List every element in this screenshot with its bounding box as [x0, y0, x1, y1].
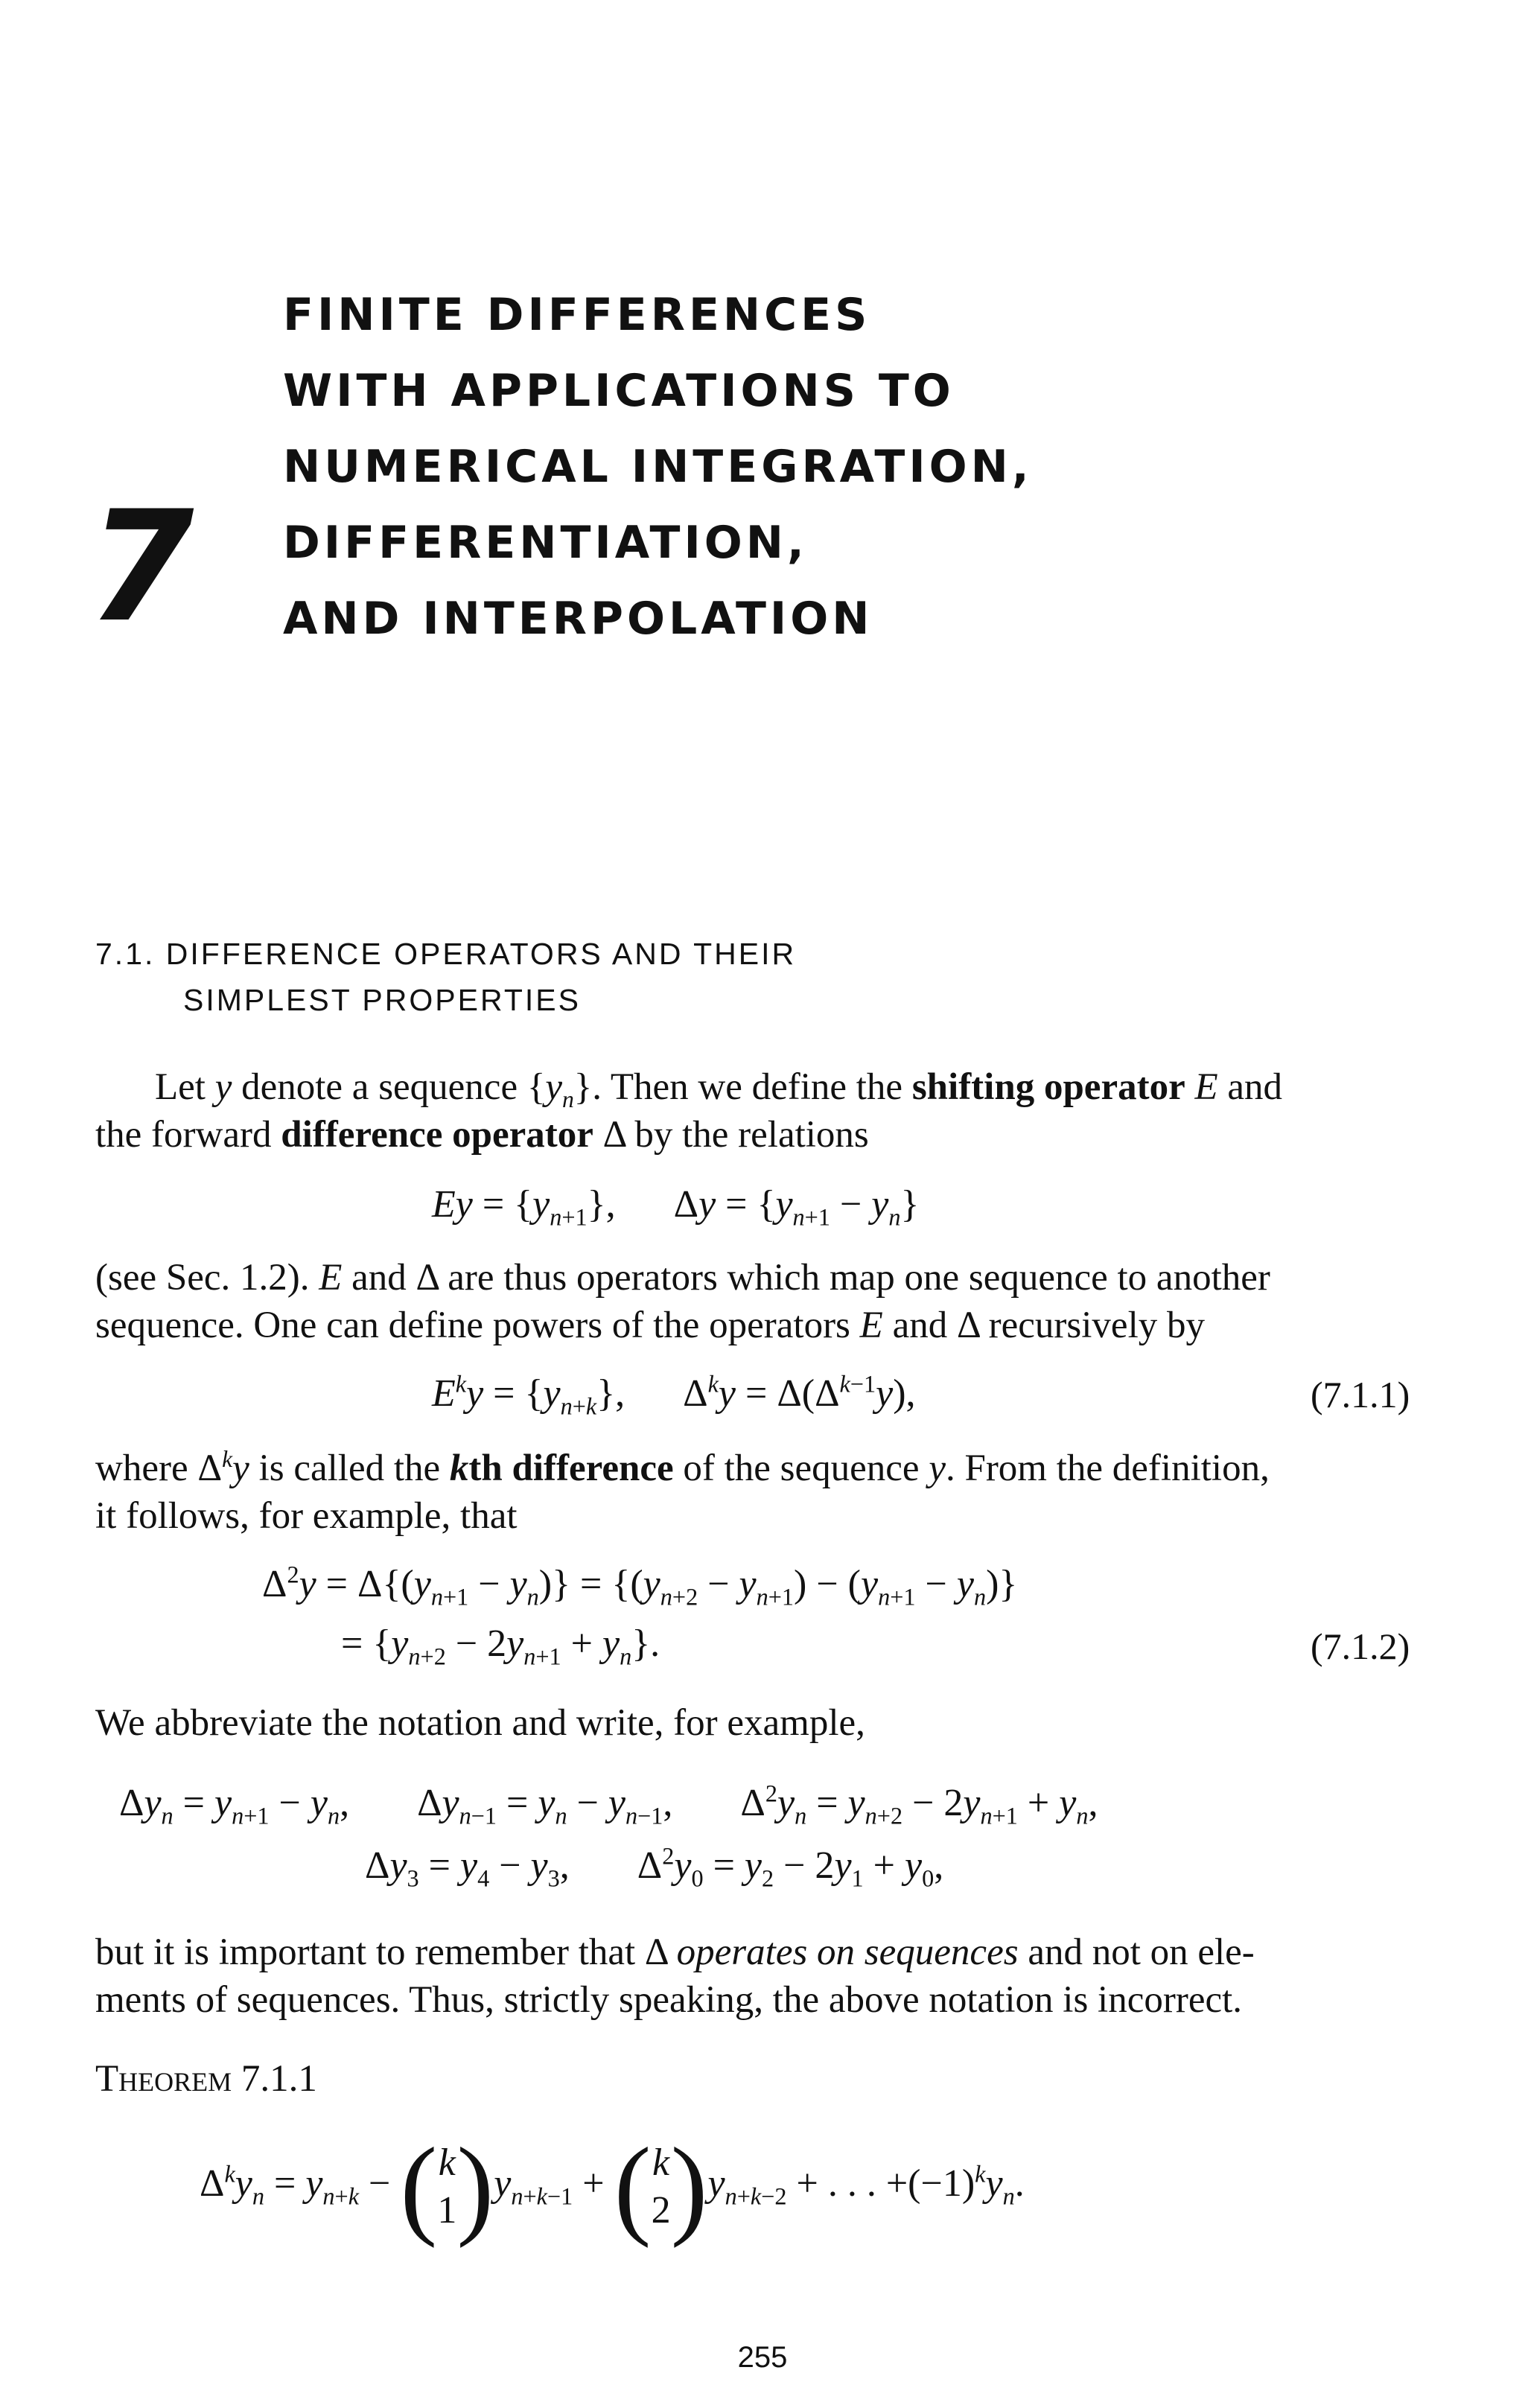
equation-second-difference: $\Delta^2y = \Delta\{(y_{n+1} - y_n)\} = \{(y_{n+2} - y_{n+1}) - (y_{n+1} - y_n)\}$	[262, 1561, 1018, 1611]
paragraph-line: (see Sec. 1.2). E and Δ are thus operators which map one sequence to another	[95, 1257, 1270, 1299]
paragraph-line: sequence. One can define powers of the operators E and Δ recursively by	[95, 1305, 1205, 1346]
section-heading	[95, 931, 796, 1023]
equation-powers: $E^ky = \{y_{n+k}\}$, $\Delta^ky = \Delta(\Delta^{k-1}y)$,	[432, 1370, 916, 1420]
chapter-title-line: DIFFERENTIATION,	[283, 517, 808, 569]
paragraph-line: Let y denote a sequence $\{y_n\}$. Then we define the shifting operator E and	[155, 1066, 1282, 1113]
theorem-heading: Theorem 7.1.1	[95, 2058, 317, 2100]
chapter-title-line: NUMERICAL INTEGRATION,	[283, 441, 1033, 493]
paragraph-line: ments of sequences. Thus, strictly speaking, the above notation is incorrect.	[95, 1979, 1243, 2021]
chapter-title-line: WITH APPLICATIONS TO	[283, 365, 955, 417]
section-heading-line: SIMPLEST PROPERTIES	[183, 983, 581, 1017]
paragraph-line: We abbreviate the notation and write, for example,	[95, 1702, 865, 1744]
equation-shift-difference: $Ey = \{y_{n+1}\}$, $\Delta y = \{y_{n+1} - y_n\}$	[432, 1183, 920, 1231]
equation-second-difference-cont: = $\{y_{n+2} - 2y_{n+1} + y_n\}$.	[341, 1622, 660, 1670]
equation-number: (7.1.2)	[1311, 1625, 1410, 1667]
chapter-number: 7	[88, 479, 191, 656]
equation-theorem: $\Delta^ky_n = y_{n+k} - (k$ $1)y_{n+k-1} + (k$ $2)y_{n+k-2}$ + . . . $+(-1)^ky_n$.	[200, 2125, 1025, 2249]
chapter-title	[283, 277, 1033, 657]
binomial-k-1: (k 1)	[400, 2125, 494, 2249]
page-number: 255	[737, 2341, 788, 2374]
paragraph-line: it follows, for example, that	[95, 1495, 518, 1537]
equation-abbreviated-row2: $\Delta y_3 = y_4 - y_3$, $\Delta^2y_0 = y_2 - 2y_1 + y_0$,	[365, 1842, 944, 1892]
paragraph-line: where $\Delta^ky$ is called the kth difference of the sequence y. From the definition,	[95, 1446, 1270, 1489]
equation-abbreviated-row1: $\Delta y_n = y_{n+1} - y_n$, $\Delta y_{n-1} = y_n - y_{n-1}$, $\Delta^2y_n = y_{n+2} - 2y_{n+1} + y_n$,	[119, 1780, 1098, 1829]
chapter-title-line: AND INTERPOLATION	[283, 593, 873, 645]
paragraph-line: the forward difference operator Δ by the relations	[95, 1114, 869, 1156]
binomial-k-2: (k 2)	[614, 2125, 708, 2249]
chapter-title-line: FINITE DIFFERENCES	[283, 289, 871, 341]
equation-number: (7.1.1)	[1311, 1374, 1410, 1415]
section-heading-line: 7.1. DIFFERENCE OPERATORS AND THEIR	[95, 937, 797, 971]
paragraph-line: but it is important to remember that Δ operates on sequences and not on ele-	[95, 1931, 1255, 1973]
